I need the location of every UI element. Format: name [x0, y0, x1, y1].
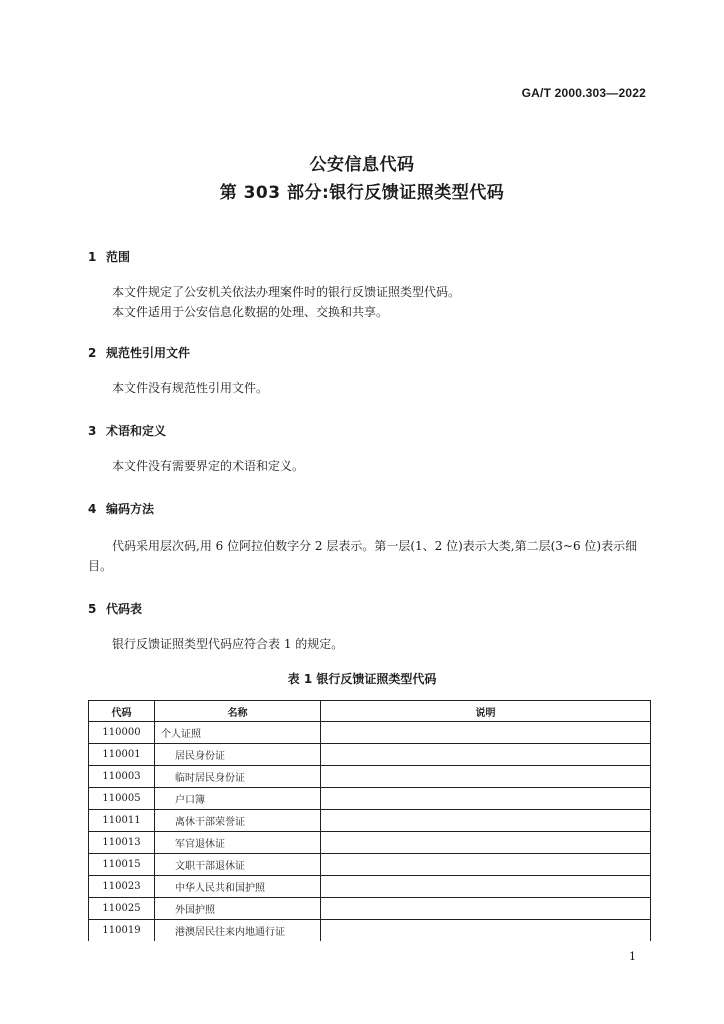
section-3-heading: [88, 422, 166, 439]
section-1-heading: [88, 248, 130, 265]
table-row: [89, 854, 651, 876]
section-2-body: [88, 378, 654, 398]
section-number: 5: [88, 602, 97, 616]
document-title-line2: 第 303 部分:银行反馈证照类型代码: [219, 183, 505, 203]
table-row: [89, 744, 651, 766]
section-5-heading: [88, 600, 142, 617]
table-row: [89, 722, 651, 744]
code-cell: 110000: [89, 722, 155, 744]
page-number: 1: [629, 950, 636, 963]
note-cell: [321, 920, 651, 942]
note-cell: [321, 854, 651, 876]
table-row: [89, 920, 651, 942]
document-title-line1: 公安信息代码: [309, 155, 415, 175]
section-4-body: [88, 536, 654, 576]
code-cell: 110001: [89, 744, 155, 766]
note-cell: [321, 898, 651, 920]
section-3-body: [88, 456, 654, 476]
code-cell: 110011: [89, 810, 155, 832]
name-cell: 户口簿: [155, 788, 321, 810]
section-1-body: [88, 282, 654, 322]
table-row: [89, 810, 651, 832]
note-cell: [321, 876, 651, 898]
code-cell: 110005: [89, 788, 155, 810]
section-title: 代码表: [106, 602, 143, 616]
table-row: [89, 766, 651, 788]
name-cell: 个人证照: [155, 722, 321, 744]
column-header-name: 名称: [155, 701, 321, 722]
name-cell: 文职干部退休证: [155, 854, 321, 876]
name-cell: 外国护照: [155, 898, 321, 920]
name-cell: 军官退休证: [155, 832, 321, 854]
name-cell: 离休干部荣誉证: [155, 810, 321, 832]
code-cell: 110025: [89, 898, 155, 920]
code-cell: 110013: [89, 832, 155, 854]
code-cell: 110015: [89, 854, 155, 876]
section-title: 范围: [106, 250, 131, 264]
table-header-row: [89, 701, 651, 722]
paragraph: 本文件没有需要界定的术语和定义。: [112, 459, 305, 473]
code-cell: 110019: [89, 920, 155, 942]
table-row: [89, 876, 651, 898]
name-cell: 中华人民共和国护照: [155, 876, 321, 898]
name-cell: 居民身份证: [155, 744, 321, 766]
section-title: 编码方法: [106, 502, 155, 516]
section-2-heading: [88, 344, 190, 361]
section-number: 4: [88, 502, 97, 516]
note-cell: [321, 744, 651, 766]
table-row: [89, 788, 651, 810]
section-title: 术语和定义: [106, 424, 167, 438]
name-cell: 港澳居民往来内地通行证: [155, 920, 321, 942]
note-cell: [321, 766, 651, 788]
note-cell: [321, 810, 651, 832]
code-table: [88, 700, 651, 941]
standard-code: GA/T 2000.303—2022: [521, 86, 646, 100]
column-header-code: 代码: [89, 701, 155, 722]
name-cell: 临时居民身份证: [155, 766, 321, 788]
code-cell: 110003: [89, 766, 155, 788]
paragraph: 本文件适用于公安信息化数据的处理、交换和共享。: [112, 305, 389, 319]
table-row: [89, 898, 651, 920]
section-5-body: [88, 634, 654, 654]
note-cell: [321, 788, 651, 810]
paragraph: 代码采用层次码,用 6 位阿拉伯数字分 2 层表示。第一层(1、2 位)表示大类,第二层(3~6 位)表示细目。: [88, 539, 638, 573]
section-number: 1: [88, 250, 97, 264]
paragraph: 本文件规定了公安机关依法办理案件时的银行反馈证照类型代码。: [112, 285, 461, 299]
column-header-note: 说明: [321, 701, 651, 722]
table-row: [89, 832, 651, 854]
table-caption: 表 1 银行反馈证照类型代码: [287, 672, 437, 686]
section-number: 3: [88, 424, 97, 438]
paragraph: 银行反馈证照类型代码应符合表 1 的规定。: [112, 637, 344, 651]
note-cell: [321, 722, 651, 744]
section-title: 规范性引用文件: [106, 346, 191, 360]
section-number: 2: [88, 346, 97, 360]
code-cell: 110023: [89, 876, 155, 898]
paragraph: 本文件没有规范性引用文件。: [112, 381, 269, 395]
section-4-heading: [88, 500, 154, 517]
note-cell: [321, 832, 651, 854]
